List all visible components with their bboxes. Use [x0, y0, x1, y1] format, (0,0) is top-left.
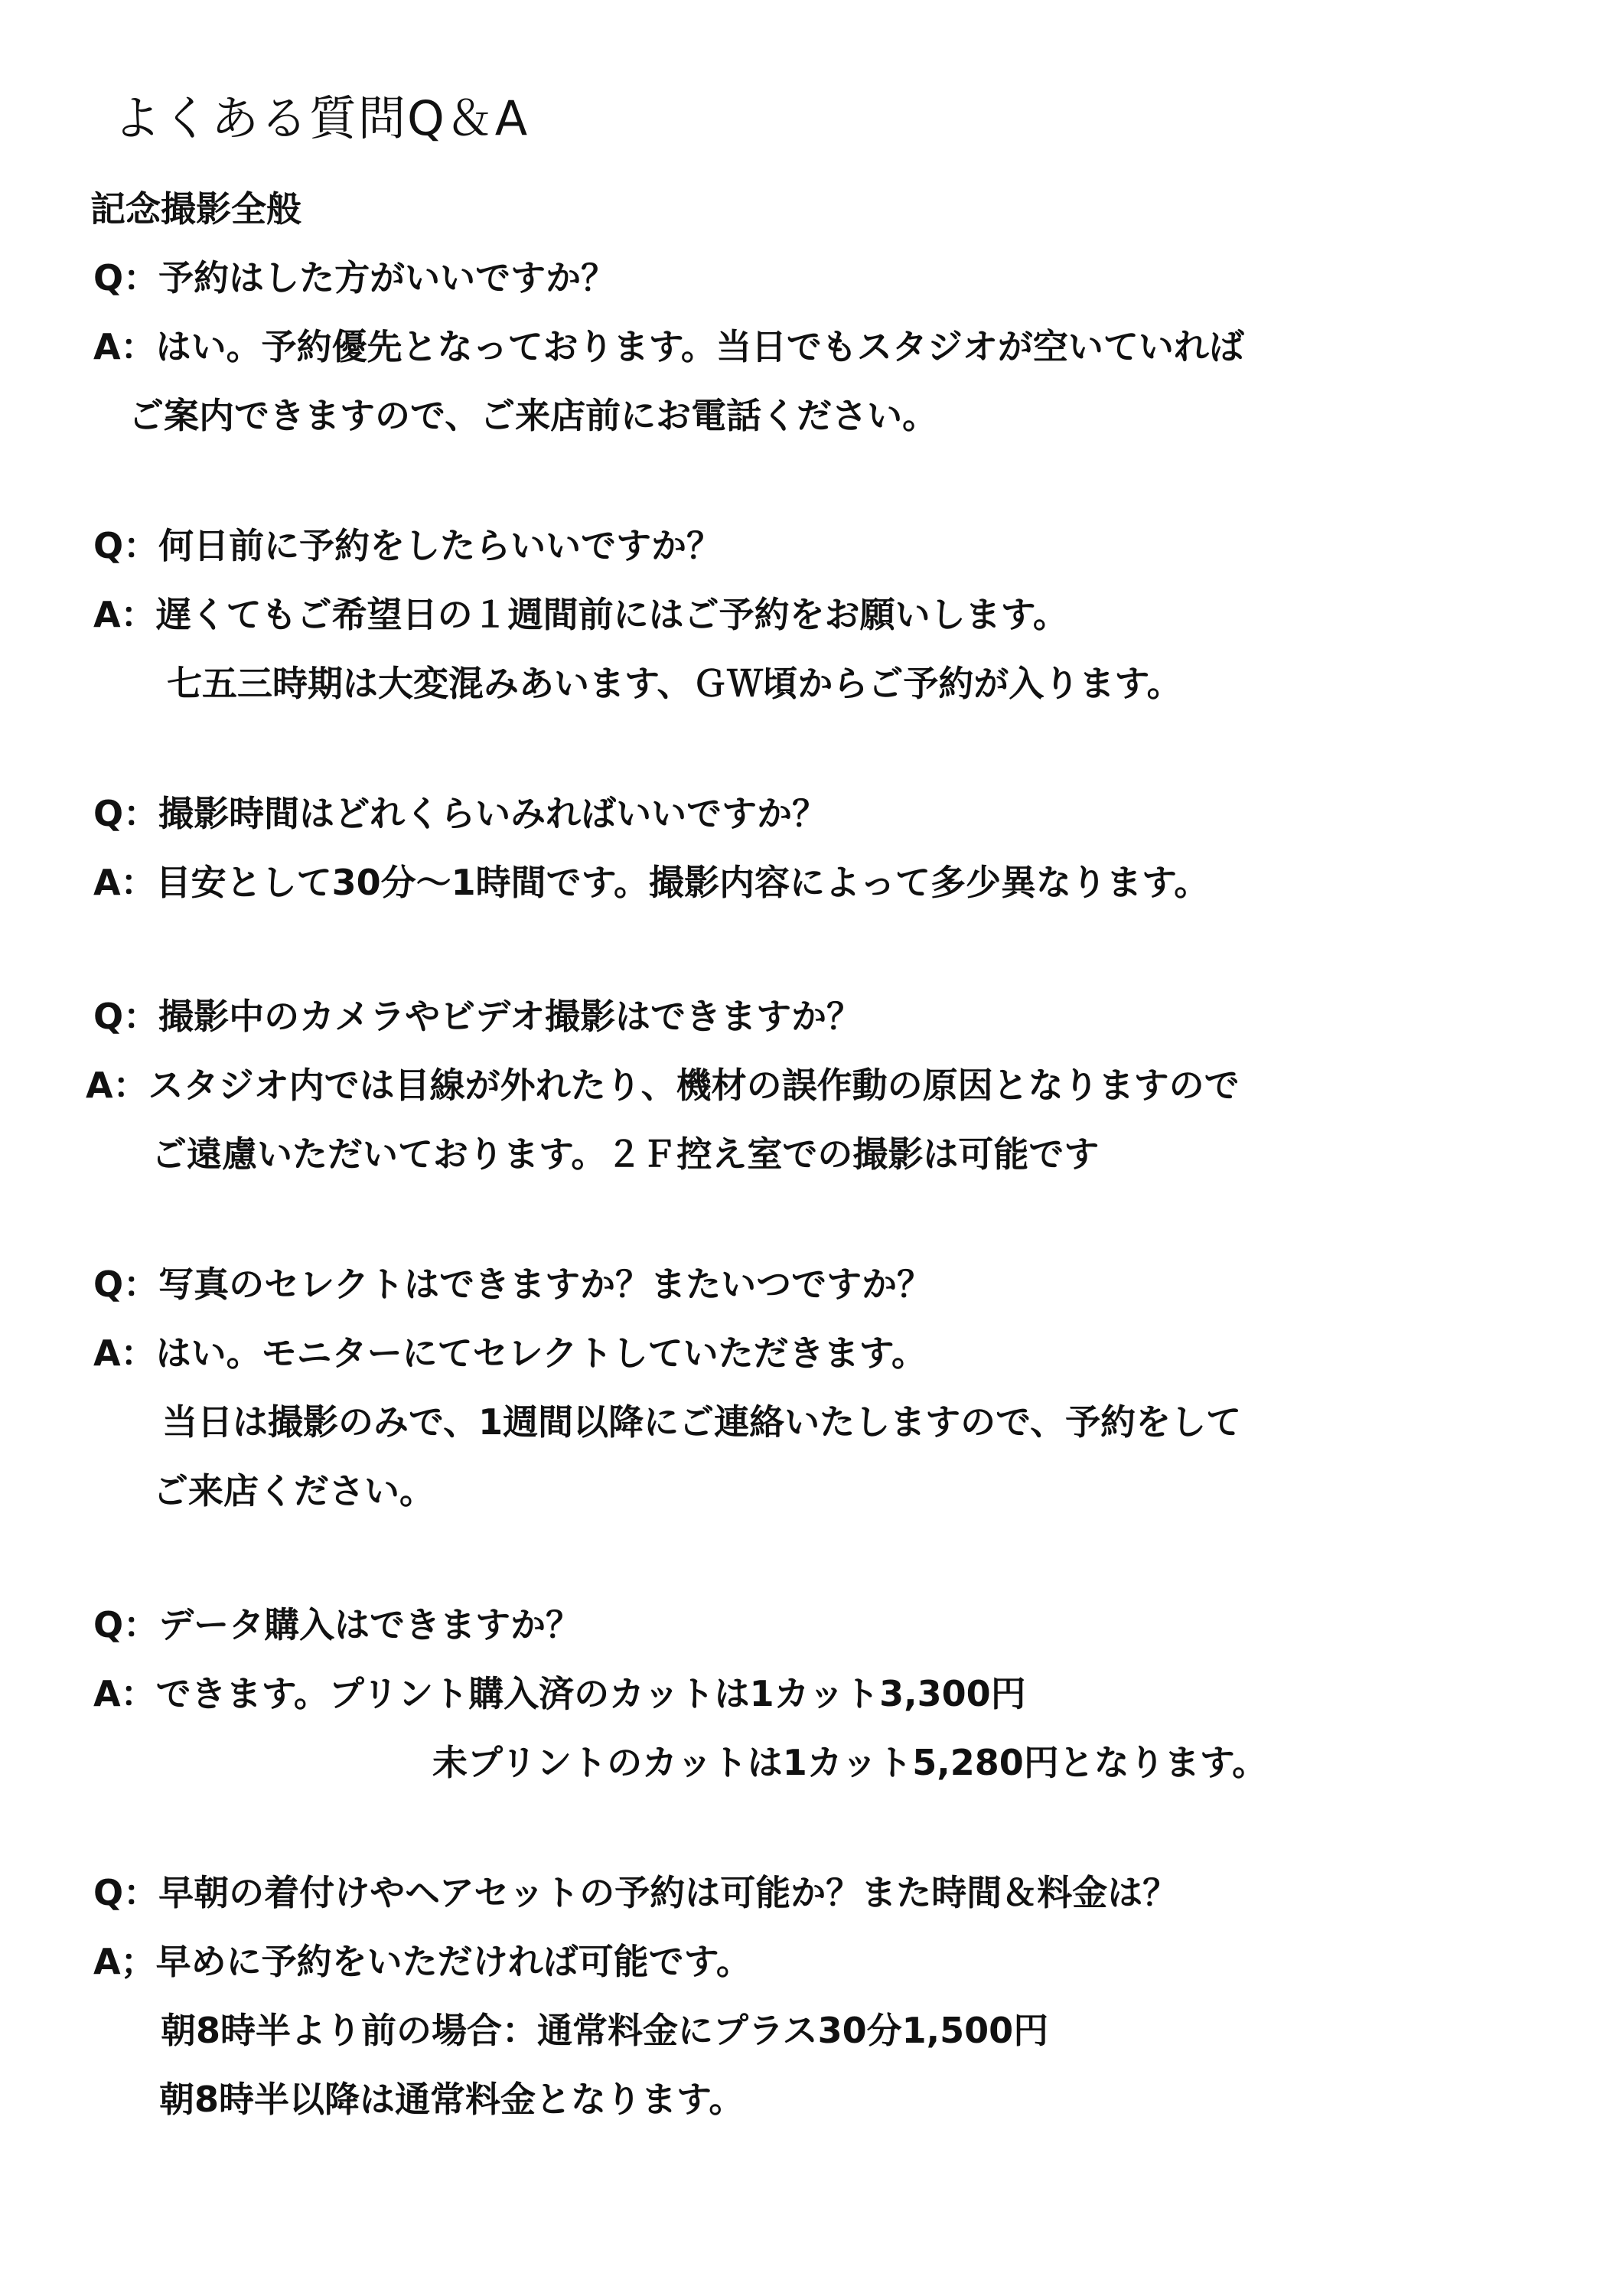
page-title: よくある質問Q＆A [113, 90, 530, 146]
question-4: Q：撮影中のカメラやビデオ撮影はできますか？ [93, 996, 862, 1037]
answer-1-line-1: A：はい。予約優先となっております。当日でもスタジオが空いていれば [93, 326, 1244, 367]
answer-3-line-1: A：目安として30分～1時間です。撮影内容によって多少異なります。 [93, 862, 1210, 903]
question-3: Q：撮影時間はどれくらいみればいいですか？ [93, 793, 828, 834]
answer-7-line-2: 朝8時半より前の場合：通常料金にプラス30分1,500円 [161, 2010, 1049, 2051]
answer-6-line-2: 未プリントのカットは1カット5,280円となります。 [432, 1742, 1268, 1783]
answer-5-line-2: 当日は撮影のみで、1週間以降にご連絡いたしますので、予約をして [162, 1401, 1242, 1443]
answer-4-line-1: A：スタジオ内では目線が外れたり、機材の誤作動の原因となりますので [86, 1065, 1240, 1106]
answer-7-line-1: A；早めに予約をいただければ可能です。 [93, 1941, 751, 1982]
section-heading: 記念撮影全般 [90, 188, 301, 230]
answer-6-line-1: A：できます。プリント購入済のカットは1カット3,300円 [93, 1673, 1026, 1714]
question-6: Q：データ購入はできますか？ [93, 1604, 582, 1645]
answer-2-line-2: 七五三時期は大変混みあいます、ＧＷ頃からご予約が入ります。 [167, 663, 1182, 704]
question-2: Q：何日前に予約をしたらいいですか？ [93, 525, 722, 566]
answer-4-line-2: ご遠慮いただいております。２Ｆ控え室での撮影は可能です [152, 1133, 1100, 1175]
answer-5-line-1: A：はい。モニターにてセレクトしていただきます。 [93, 1332, 927, 1374]
question-5: Q：写真のセレクトはできますか？またいつですか？ [93, 1264, 933, 1305]
answer-7-line-3: 朝8時半以降は通常料金となります。 [159, 2079, 745, 2120]
answer-2-line-1: A：遅くてもご希望日の１週間前にはご予約をお願いします。 [93, 594, 1068, 635]
answer-5-line-3: ご来店ください。 [153, 1470, 435, 1512]
question-1: Q：予約はした方がいいですか？ [93, 257, 617, 298]
question-7: Q：早朝の着付けやヘアセットの予約は可能か？また時間＆料金は？ [93, 1872, 1178, 1913]
answer-1-line-2: ご案内できますので、ご来店前にお電話ください。 [129, 395, 938, 436]
